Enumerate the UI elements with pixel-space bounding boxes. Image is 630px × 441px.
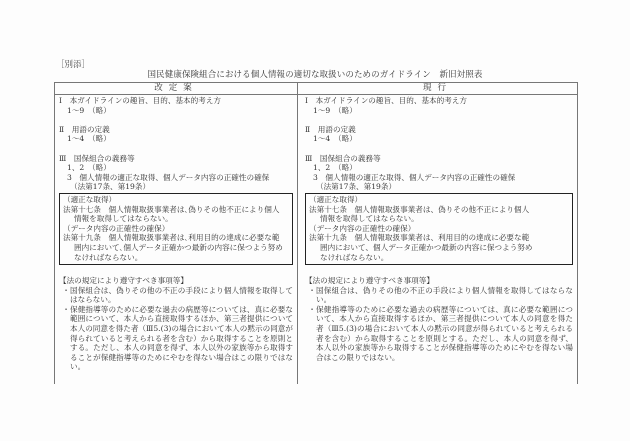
article-19-line2: 囲内において､個人データ正確かつ最新の内容に保つよう努め <box>74 242 283 252</box>
rules-section <box>59 276 293 372</box>
list-item <box>59 305 293 372</box>
section-1-items: 1～9 （略） <box>313 105 357 115</box>
bullet-icon: ・ <box>62 304 70 314</box>
header-proposed: 改定案 <box>154 83 198 93</box>
section-1-items: 1～9 （略） <box>67 105 111 115</box>
section-3-items: 1、2 （略） <box>313 163 357 173</box>
section-3-3-title: 3 個人情報の適正な取得、個人データ内容の正確性の確保 <box>313 172 516 182</box>
law-text-box <box>59 193 293 265</box>
article-17-line1: 法第十七条 個人情報取扱事業者は、偽りその他不正により個人 <box>309 204 530 214</box>
bullet-text: 保健指導等のために必要な過去の病歴等については、真に必要な範囲について、本人から直接取得するほか、第三者提供について本人の同意を得た者（Ⅲ5.(3)の場合において本人の黙示の同意が得られていると考えられる者を含む）から取得することを原則とする。ただし、本人の同意を得ず、本人以外の家族等から取得することが保健指導等のためにやむを得ない場合はこの限りではない。 <box>70 304 293 372</box>
list-item <box>305 286 573 305</box>
rules-section <box>305 276 573 362</box>
column-divider <box>297 83 298 384</box>
section-3-heading: Ⅲ 国保組合の義務等 <box>305 153 381 163</box>
box-heading-data-accuracy: （データ内容の正確性の確保） <box>63 223 170 233</box>
bullet-icon: ・ <box>62 285 70 295</box>
box-heading-proper-acquisition: （適正な取得） <box>309 194 363 204</box>
article-19-line1: 法第十九条 個人情報取扱事業者は、利用目的の達成に必要な範 <box>309 233 530 243</box>
list-item <box>305 305 573 363</box>
section-3-3-ref: （法第17条、第19条） <box>70 182 151 192</box>
header-current: 現行 <box>422 83 452 93</box>
article-19-line2: 囲内において、個人データ正確かつ最新の内容に保つよう努め <box>320 242 533 252</box>
list-item <box>59 286 293 305</box>
box-heading-proper-acquisition: （適正な取得） <box>63 194 117 204</box>
rules-heading: 【法の規定により遵守すべき事項等】 <box>305 276 434 286</box>
section-1-heading: Ⅰ 本ガイドラインの趣旨、目的、基本的考え方 <box>305 96 468 105</box>
law-text-box <box>305 193 573 265</box>
comparison-table <box>54 82 578 384</box>
section-2-heading: Ⅱ 用語の定義 <box>59 124 110 134</box>
bullet-text: 保健指導等のために必要な過去の病歴等については、真に必要な範囲について、本人から直接取得するほか、第三者提供について本人の同意を得た者（Ⅲ5.(3)の場合において本人の黙示の同意が得られていると考えられる者を含む）から取得することを原則とする。ただし、本人の同意を得ず、本人以外の家族等から取得することが保健指導等のためにやむを得ない場合はこの限りではない。 <box>316 304 573 362</box>
section-3-3-title: 3 個人情報の適正な取得、個人データ内容の正確性の確保 <box>67 172 270 182</box>
article-19-line1: 法第十九条 個人情報取扱事業者は､利用目的の達成に必要な範 <box>63 233 280 243</box>
bullet-icon: ・ <box>308 285 316 295</box>
attachment-label: ［別添］ <box>56 60 91 70</box>
article-17-line1: 法第十七条 個人情報取扱事業者は､偽りその他不正により個人 <box>63 204 280 214</box>
section-3-items: 1、2 （略） <box>67 163 111 173</box>
article-19-line3: なければならない。 <box>74 252 143 262</box>
proposed-column <box>59 96 293 372</box>
section-3-3-ref: （法第17条、第19条） <box>316 182 397 192</box>
table-header <box>55 83 577 95</box>
rules-heading: 【法の規定により遵守すべき事項等】 <box>59 276 188 286</box>
bullet-icon: ・ <box>308 304 316 314</box>
section-2-items: 1～4 （略） <box>67 134 111 144</box>
bullet-text: 国保組合は、偽りその他の不正の手段により個人情報を取得してはならない。 <box>316 285 573 305</box>
section-3-heading: Ⅲ 国保組合の義務等 <box>59 153 135 163</box>
article-17-line2: 情報を取得してはならない。 <box>320 214 419 224</box>
document-title: 国民健康保険組合における個人情報の適切な取扱いのためのガイドライン 新旧対照表 <box>147 70 483 80</box>
section-1-heading: Ⅰ 本ガイドラインの趣旨、目的、基本的考え方 <box>59 96 222 105</box>
article-19-line3: なければならない。 <box>320 252 389 262</box>
article-17-line2: 情報を取得してはならない。 <box>74 214 173 224</box>
box-heading-data-accuracy: （データ内容の正確性の確保） <box>309 223 416 233</box>
section-2-heading: Ⅱ 用語の定義 <box>305 124 356 134</box>
current-column <box>305 96 573 362</box>
section-2-items: 1～4 （略） <box>313 134 357 144</box>
bullet-text: 国保組合は、偽りその他の不正の手段により個人情報を取得してはならない。 <box>70 285 293 305</box>
